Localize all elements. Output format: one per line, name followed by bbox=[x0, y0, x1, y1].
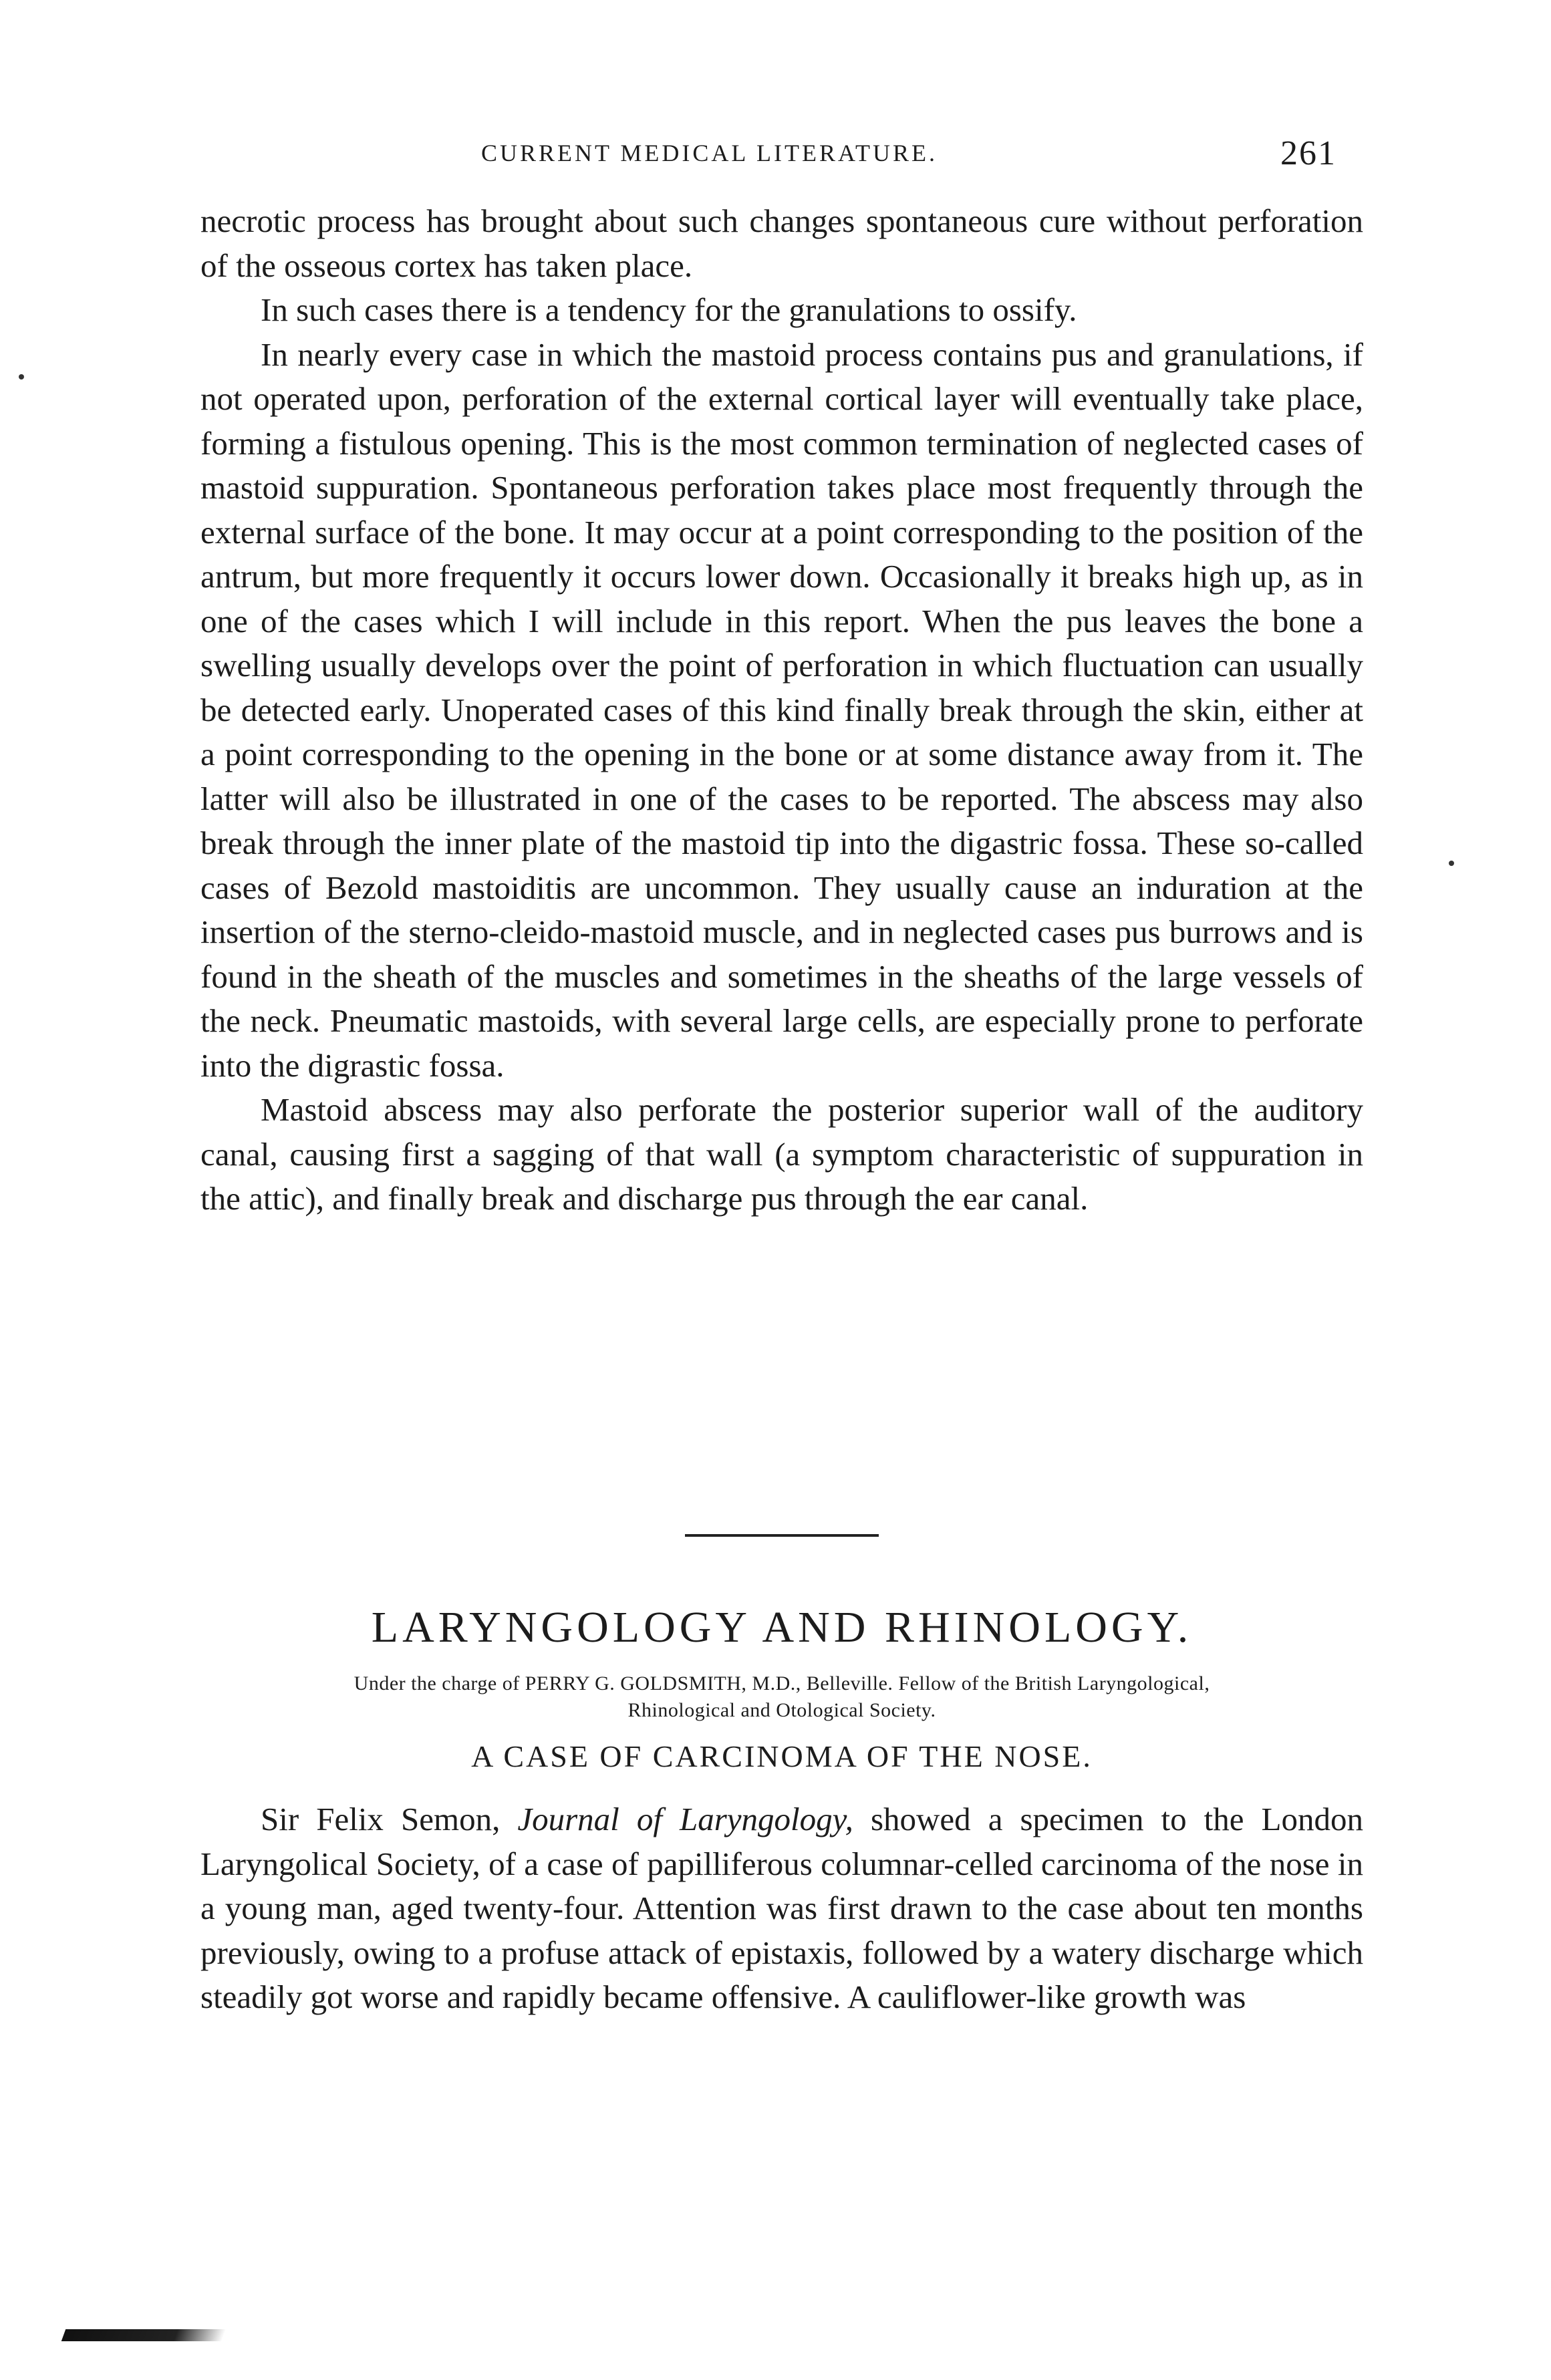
paragraph-1: necrotic process has brought about such changes spontaneous cure without perforation of the osseous cortex has taken place. bbox=[200, 202, 1363, 284]
mastoid-text-block bbox=[200, 199, 1363, 1221]
running-title: CURRENT MEDICAL LITERATURE. bbox=[481, 140, 938, 166]
paragraph-3: In nearly every case in which the mastoid process contains pus and granulations, if not operated upon, perforation of the external cortical layer will eventually take place, forming a fistulous opening. This is the most common termination of neglected cases of mastoid suppuration. Spontaneous perforation takes place most frequently through the external surface of the bone. It may occur at a point corresponding to the position of the antrum, but more frequently it occurs lower down. Occasionally it breaks high up, as in one of the cases which I will include in this report. When the pus leaves the bone a swelling usually develops over the point of perforation in which fluctuation can usually be detected early. Unoperated cases of this kind finally break through the skin, either at a point corresponding to the opening in the bone or at some distance away from it. The latter will also be illustrated in one of the cases to be reported. The abscess may also break through the inner plate of the mastoid tip into the digastric fossa. These so-called cases of Bezold mastoiditis are uncommon. They usually cause an induration at the insertion of the sterno-cleido-mastoid muscle, and in neglected cases pus burrows and is found in the sheath of the muscles and sometimes in the sheaths of the large vessels of the neck. Pneumatic mastoids, with several large cells, are especially prone to perforate into the digrastic fossa. bbox=[200, 335, 1363, 1084]
scan-ink-smear bbox=[61, 2329, 227, 2341]
section-divider-rule bbox=[685, 1534, 879, 1537]
scan-speck bbox=[19, 374, 24, 380]
article-title: A CASE OF CARCINOMA OF THE NOSE. bbox=[471, 1739, 1093, 1773]
article-text-body: showed a specimen to the London Laryngolical Society, of a case of papilliferous columnar-celled carcinoma of the nose in a young man, aged twenty-four. Attention was first drawn to the case about ten months previously, owing to a profuse attack of epistaxis, followed by a watery discharge which steadily got worse and rapidly became offensive. A cauliflower-like growth was bbox=[200, 1801, 1363, 2015]
article-text-block bbox=[200, 1797, 1363, 2020]
paragraph-4: Mastoid abscess may also perforate the posterior superior wall of the auditory canal, causing first a sagging of that wall (a symptom characteristic of suppuration in the attic), and finally break and discharge pus through the ear canal. bbox=[200, 1091, 1363, 1217]
page-number: 261 bbox=[1280, 134, 1336, 172]
editor-note-line-2: Rhinological and Otological Society. bbox=[627, 1699, 936, 1721]
article-paragraph bbox=[200, 1797, 1363, 2020]
section-title: LARYNGOLOGY AND RHINOLOGY. bbox=[371, 1603, 1193, 1652]
paragraph-2: In such cases there is a tendency for the granulations to ossify. bbox=[261, 291, 1077, 328]
scan-speck bbox=[1449, 861, 1454, 866]
running-head bbox=[200, 134, 1336, 180]
journal-name: Journal of Laryngology, bbox=[517, 1801, 853, 1837]
editor-note bbox=[180, 1670, 1383, 1724]
article-text-lead: Sir Felix Semon, bbox=[261, 1801, 518, 1837]
editor-note-line-1: Under the charge of PERRY G. GOLDSMITH, M.D., Belleville. Fellow of the British Laryngological, bbox=[354, 1672, 1210, 1694]
